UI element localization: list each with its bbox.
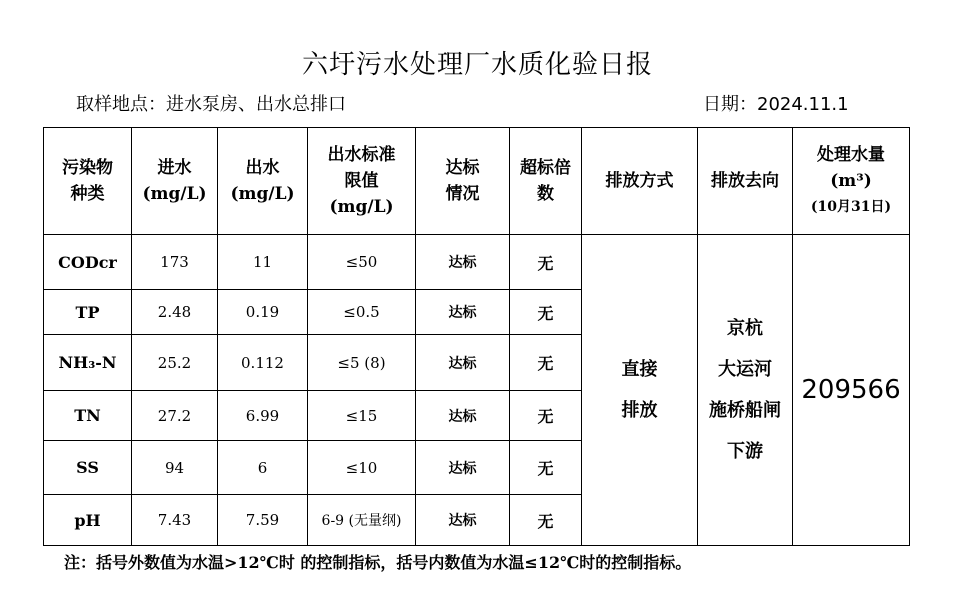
outlet-cell: 11 xyxy=(218,235,308,290)
outlet-cell: 7.59 xyxy=(218,495,308,546)
header-row xyxy=(44,128,910,235)
header-volume: 处理水量 (m³) (10月31日) xyxy=(793,128,910,235)
water-quality-table xyxy=(43,127,910,546)
param-cell: SS xyxy=(44,441,132,495)
status-cell: 达标 xyxy=(416,495,510,546)
inlet-cell: 94 xyxy=(132,441,218,495)
limit-cell: ≤5 (8) xyxy=(308,335,416,391)
inlet-cell: 7.43 xyxy=(132,495,218,546)
outlet-cell: 6.99 xyxy=(218,391,308,441)
header-outlet: 出水 (mg/L) xyxy=(218,128,308,235)
exceed-cell: 无 xyxy=(510,290,582,335)
header-param: 污染物 种类 xyxy=(44,128,132,235)
exceed-cell: 无 xyxy=(510,441,582,495)
outlet-cell: 0.19 xyxy=(218,290,308,335)
report-date: 日期：2024.11.1 xyxy=(703,94,849,115)
status-cell: 达标 xyxy=(416,290,510,335)
limit-cell: ≤50 xyxy=(308,235,416,290)
header-inlet: 进水 (mg/L) xyxy=(132,128,218,235)
status-cell: 达标 xyxy=(416,335,510,391)
header-discharge-dest: 排放去向 xyxy=(698,128,793,235)
footnote: 注：括号外数值为水温>12℃时 的控制指标，括号内数值为水温≤12℃时的控制指标。 xyxy=(64,553,692,572)
param-cell: NH₃-N xyxy=(44,335,132,391)
sampling-location: 取样地点：进水泵房、出水总排口 xyxy=(76,94,346,115)
param-cell: pH xyxy=(44,495,132,546)
status-cell: 达标 xyxy=(416,391,510,441)
inlet-cell: 25.2 xyxy=(132,335,218,391)
exceed-cell: 无 xyxy=(510,235,582,290)
inlet-cell: 27.2 xyxy=(132,391,218,441)
table-row xyxy=(44,235,910,290)
param-cell: TN xyxy=(44,391,132,441)
status-cell: 达标 xyxy=(416,441,510,495)
volume-cell: 209566 xyxy=(793,235,910,546)
inlet-cell: 2.48 xyxy=(132,290,218,335)
exceed-cell: 无 xyxy=(510,495,582,546)
outlet-cell: 0.112 xyxy=(218,335,308,391)
limit-cell: ≤15 xyxy=(308,391,416,441)
exceed-cell: 无 xyxy=(510,391,582,441)
status-cell: 达标 xyxy=(416,235,510,290)
outlet-cell: 6 xyxy=(218,441,308,495)
header-limit: 出水标准 限值 (mg/L) xyxy=(308,128,416,235)
param-cell: CODcr xyxy=(44,235,132,290)
header-status: 达标 情况 xyxy=(416,128,510,235)
limit-cell: ≤10 xyxy=(308,441,416,495)
header-discharge-mode: 排放方式 xyxy=(582,128,698,235)
report-title: 六圩污水处理厂水质化验日报 xyxy=(301,50,653,80)
limit-cell: ≤0.5 xyxy=(308,290,416,335)
discharge-mode-cell: 直接 排放 xyxy=(582,235,698,546)
param-cell: TP xyxy=(44,290,132,335)
inlet-cell: 173 xyxy=(132,235,218,290)
exceed-cell: 无 xyxy=(510,335,582,391)
header-exceed: 超标倍 数 xyxy=(510,128,582,235)
limit-cell: 6-9 (无量纲) xyxy=(308,495,416,546)
discharge-dest-cell: 京杭 大运河 施桥船闸 下游 xyxy=(698,235,793,546)
